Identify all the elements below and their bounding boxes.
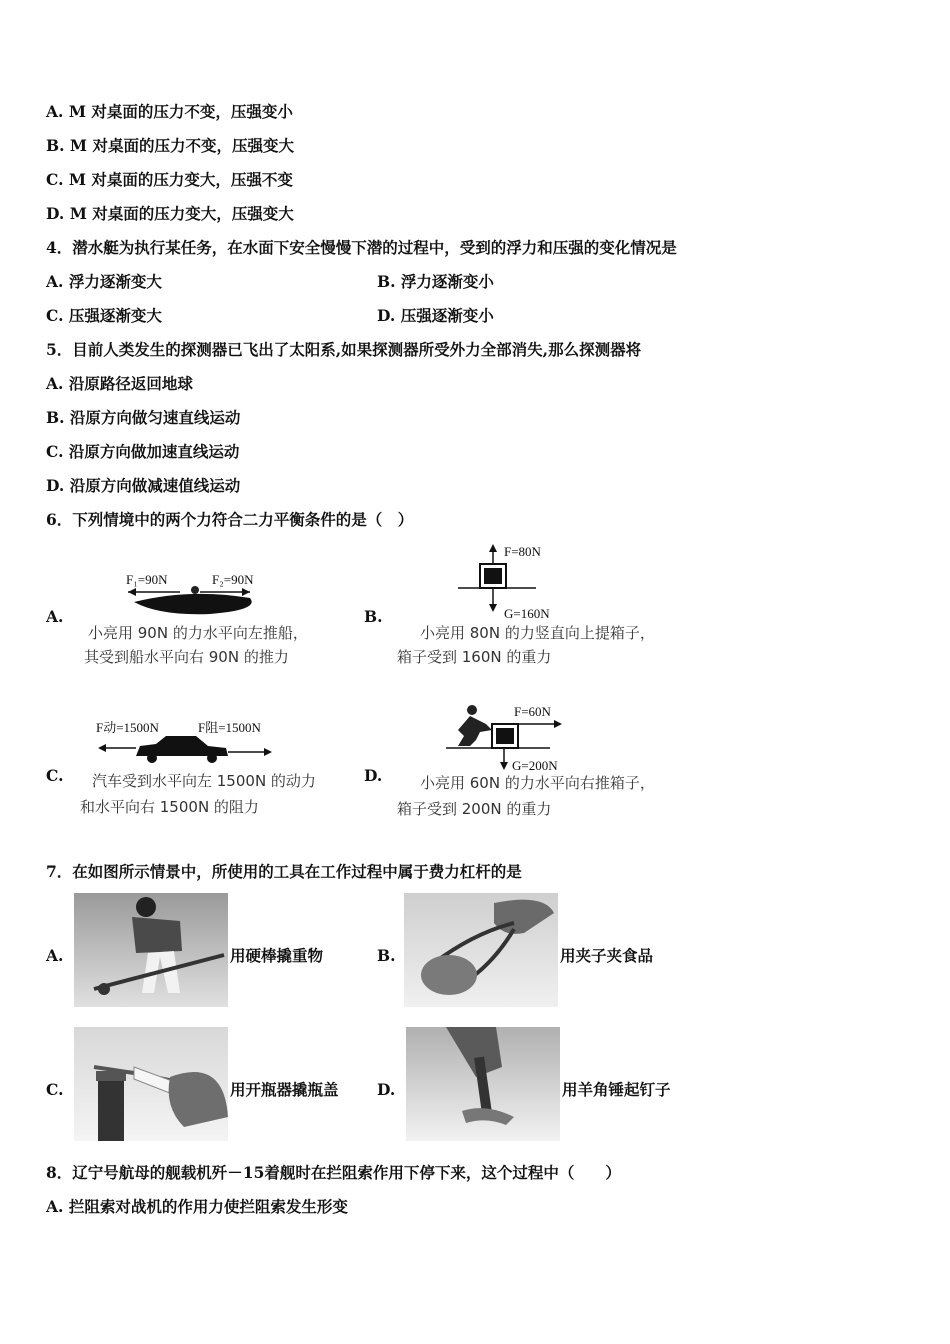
- q6-b-force-1: F=80N: [504, 544, 541, 559]
- car-wheel-front: [147, 753, 157, 763]
- q6-b-caption-2: 箱子受到 160N 的重力: [397, 648, 552, 666]
- q6-d-force-1: F=60N: [514, 704, 551, 719]
- q3-option-b: B. M 对桌面的压力不变，压强变大: [46, 136, 294, 155]
- q6-c-force-1: F动=1500N: [96, 720, 159, 735]
- q4-option-d: D. 压强逐渐变小: [377, 306, 494, 325]
- q4-option-b: B. 浮力逐渐变小: [377, 272, 494, 291]
- q6-a-force-1: F₁=90N: [126, 572, 168, 587]
- q6-a-caption-1: 小亮用 90N 的力水平向左推船，: [88, 624, 308, 642]
- boat-shape: [134, 594, 252, 614]
- q3-option-a: A. M 对桌面的压力不变，压强变小: [46, 102, 293, 121]
- down-arrowhead: [489, 604, 497, 612]
- car-wheel-rear: [207, 753, 217, 763]
- q7-option-c-text: 用开瓶器撬瓶盖: [230, 1080, 339, 1099]
- tongs-illustration: [404, 893, 558, 1007]
- person-head: [191, 586, 199, 594]
- q7-option-d-text: 用羊角锤起钉子: [562, 1080, 671, 1099]
- car-body: [136, 736, 228, 756]
- q6-c-force-2: F阻=1500N: [198, 720, 261, 735]
- car-right-arrowhead: [264, 748, 272, 756]
- q6-a-caption-2: 其受到船水平向右 90N 的推力: [84, 648, 289, 666]
- bottle-opener-photo: [74, 1027, 228, 1141]
- up-arrowhead: [489, 544, 497, 552]
- q5-option-d: D. 沿原方向做减速值线运动: [46, 476, 241, 495]
- q6-option-d-letter: D.: [364, 766, 383, 785]
- q6-b-caption-1: 小亮用 80N 的力竖直向上提箱子，: [420, 624, 655, 642]
- car-figure: [92, 716, 292, 768]
- q5-option-b: B. 沿原方向做匀速直线运动: [46, 408, 241, 427]
- claw-hammer-illustration: [406, 1027, 560, 1141]
- q8-stem: 8．辽宁号航母的舰载机歼－15着舰时在拦阻索作用下停下来，这个过程中（ ）: [46, 1163, 621, 1182]
- lever-rock: [98, 983, 110, 995]
- q7-option-b-text: 用夹子夹食品: [560, 946, 654, 965]
- q6-option-a-letter: A.: [46, 607, 64, 626]
- q7-option-b-letter: B.: [377, 946, 396, 965]
- q6-option-c-letter: C.: [46, 766, 64, 785]
- q7-option-a-text: 用硬棒撬重物: [230, 946, 324, 965]
- q7-stem: 7．在如图所示情景中，所使用的工具在工作过程中属于费力杠杆的是: [46, 862, 522, 881]
- claw-hammer-photo: [406, 1027, 560, 1141]
- opener-hand: [169, 1072, 228, 1127]
- q7-option-c-letter: C.: [46, 1080, 64, 1099]
- tongs-photo: [404, 893, 558, 1007]
- q6-b-force-2: G=160N: [504, 606, 550, 621]
- q6-a-force-2: F₂=90N: [212, 572, 254, 587]
- q4-option-c: C. 压强逐渐变大: [46, 306, 162, 325]
- food-item: [421, 955, 477, 995]
- man-shirt: [132, 917, 182, 953]
- hammer-head: [462, 1108, 514, 1125]
- left-arrowhead: [128, 588, 136, 596]
- boat-figure: [120, 568, 390, 618]
- q4-option-a: A. 浮力逐渐变大: [46, 272, 162, 291]
- q6-c-caption-1: 汽车受到水平向左 1500N 的动力: [92, 772, 316, 790]
- q6-d-force-2: G=200N: [512, 758, 558, 773]
- push-arrowhead: [554, 720, 562, 728]
- hand-shape: [494, 900, 554, 934]
- gravity-arrowhead: [500, 762, 508, 770]
- pusher-body: [458, 716, 492, 746]
- bottle-neck: [98, 1079, 124, 1141]
- box-fill: [484, 568, 502, 584]
- q6-stem: 6．下列情境中的两个力符合二力平衡条件的是（ ）: [46, 510, 414, 529]
- lift-box-figure: [440, 540, 600, 622]
- q6-d-caption-1: 小亮用 60N 的力水平向右推箱子，: [420, 774, 655, 792]
- prying-illustration: [74, 893, 228, 1007]
- right-arrowhead: [242, 588, 250, 596]
- q8-option-a: A. 拦阻索对战机的作用力使拦阻索发生形变: [46, 1197, 348, 1216]
- q6-c-caption-2: 和水平向右 1500N 的阻力: [80, 798, 259, 816]
- bottle-opener-illustration: [74, 1027, 228, 1141]
- q7-option-d-letter: D.: [377, 1080, 396, 1099]
- q5-option-a: A. 沿原路径返回地球: [46, 374, 193, 393]
- q6-option-b-letter: B.: [364, 607, 383, 626]
- push-box-fill: [496, 728, 514, 744]
- hammer-hand: [446, 1027, 502, 1077]
- push-box-figure: [440, 700, 600, 780]
- q3-option-d: D. M 对桌面的压力变大，压强变大: [46, 204, 294, 223]
- car-left-arrowhead: [98, 744, 106, 752]
- q4-stem: 4．潜水艇为执行某任务，在水面下安全慢慢下潜的过程中，受到的浮力和压强的变化情况是: [46, 238, 677, 257]
- q6-d-caption-2: 箱子受到 200N 的重力: [397, 800, 552, 818]
- pusher-head: [467, 705, 477, 715]
- q3-option-c: C. M 对桌面的压力变大，压强不变: [46, 170, 293, 189]
- prying-photo: [74, 893, 228, 1007]
- man-head: [136, 897, 156, 917]
- q7-option-a-letter: A.: [46, 946, 64, 965]
- q5-stem: 5．目前人类发生的探测器已飞出了太阳系,如果探测器所受外力全部消失,那么探测器将: [46, 340, 642, 359]
- q5-option-c: C. 沿原方向做加速直线运动: [46, 442, 240, 461]
